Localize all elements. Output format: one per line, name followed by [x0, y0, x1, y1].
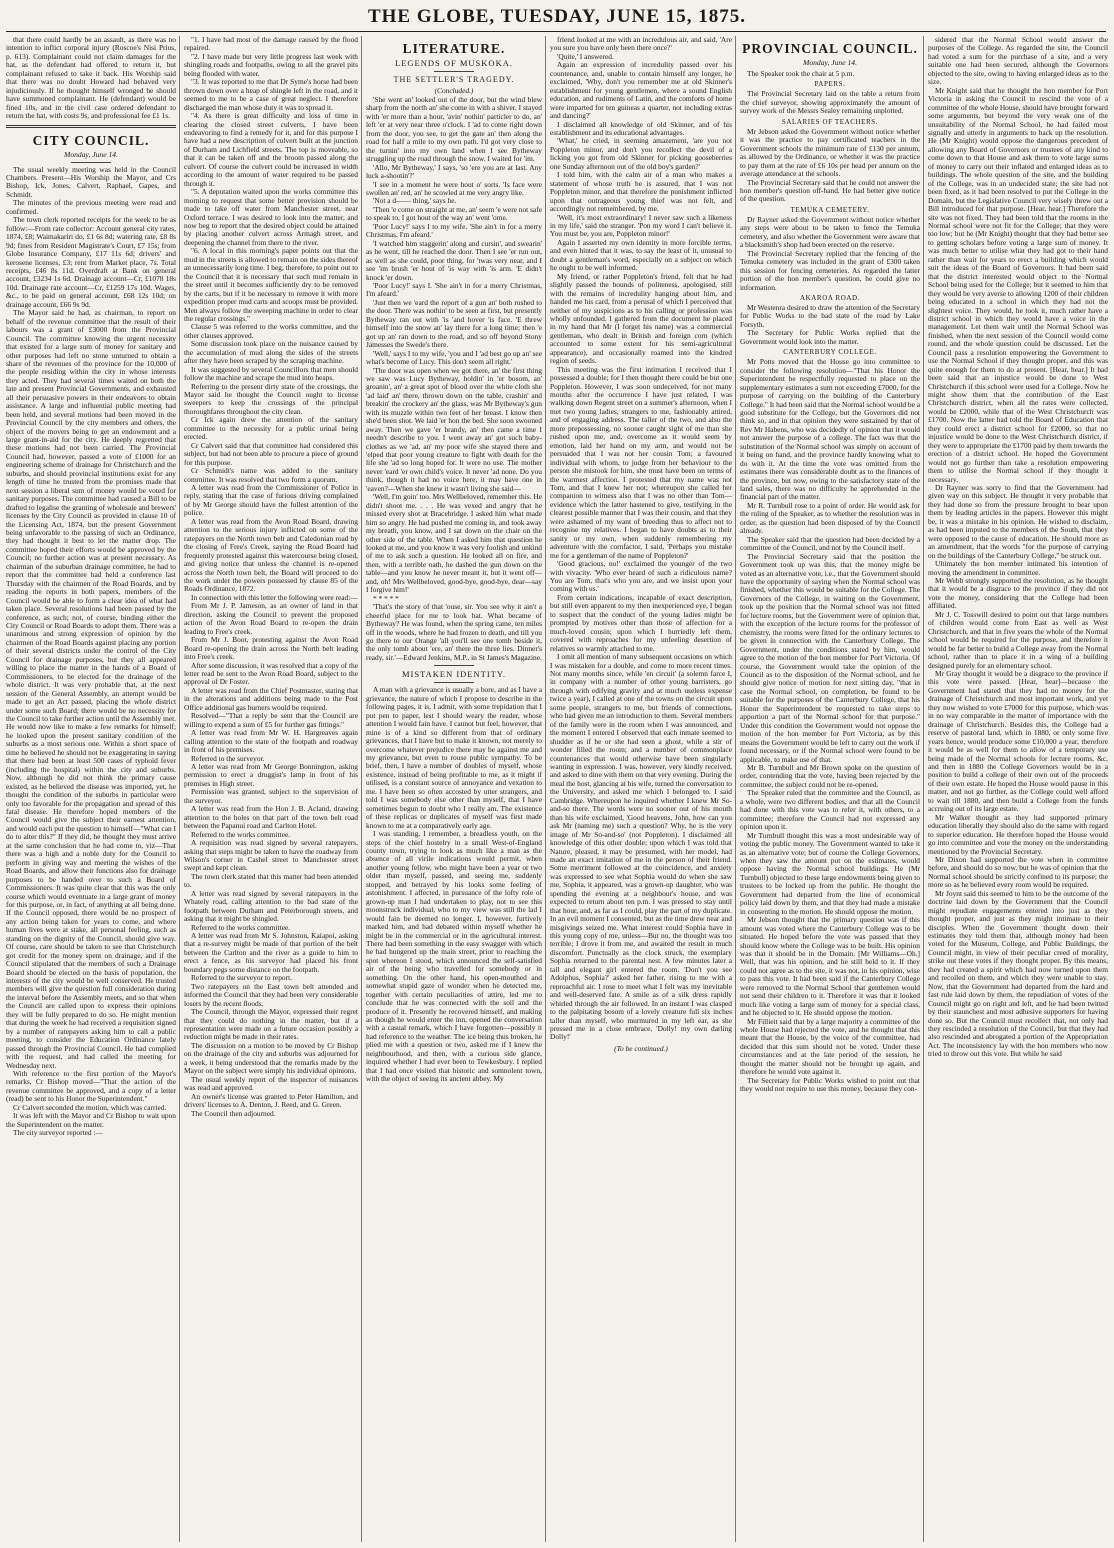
paragraph: "4. As there is great difficulty and loss of time in clearing the closed street culverts, I have been endeavoring to find a remedy for it, and for this purpose I have had a new description of culvert built at the junction of Durham and Lichfield streets. The top is moveable, so that it can be taken off and the broom passed along the culvert. Of course the culvert could be increased in width according to the amount of water required to be passed through it. [184, 111, 358, 188]
paragraph: From Mr J. Boot, protesting against the Avon Road Board re-opening the drain across the North belt leading into Free's creek. [184, 635, 358, 662]
paragraph: Dr Rayner asked the Government without notice whether any steps were about to be taken to fence the Temuka cemetery, and also whether the Government were aware that a blacksmith's shop had been erected on the reserve. [740, 214, 920, 250]
paragraph: It was left with the Mayor and Cr Bishop to wait upon the Superintendent on the matter. [6, 1111, 176, 1129]
paragraph: 'Just then we 'eard the report of a gun an' both rushed to the door. There was nothin' to be seen at first, but presently Bytheway ran out with 'is 'and hover 'is face. 'E threw himself into the snow an' lay there for a long time; then 'e got up an' ran down to the road, and so off beyond Stony Jamesses the Swede's there. [366, 297, 542, 350]
article-paragraphs [740, 90, 920, 115]
paragraph: The Council then adjourned. [191, 1108, 276, 1118]
paragraph: Mr B. Turnbull and Mr Brown spoke on the question of order, contending that the vote, having been rejected by the committee, the subject could not be re-opened. [740, 762, 920, 789]
paragraph: The Provincial Secretary said that he could not answer the hon member's question off-hand. He had better give notice of the question. [740, 177, 920, 204]
column-4 [550, 36, 732, 1546]
paragraph: With reference to the first portion of the Mayor's remarks, Cr Bishop moved—"That the action of the revenue committee be approved, and a copy of a letter (read) be sent to his Honor the Superintendent." [6, 1069, 176, 1104]
paragraph: Mr Gray thought it would be a disgrace to the province if this vote were passed. [Hear, hear]—because the Government had stated that they had no money for the drainage of Christchurch and most important work, and yet they now wished to vote £7000 for this purpose, which was in no way comparable in the matter of importance with the drainage of Christchurch. Besides this, the College had a reserve of pastoral land, which in 1880, or only some five years hence, would produce some £10,000 a year, therefore it would be as well for them to allow of a temporary use being made of the Normal schools for lecture rooms, &c, and then in 1880 the College Governors would be in a position to build a college of their own out of the proceeds of their own estate. He hoped the House would pause in this matter, and not go further, as the College could well afford to wait till 1880, and then build a College from the funds accruing out of its large estate. [928, 668, 1108, 814]
paragraph: Two ratepayers on the East town belt attended and informed the Council that they had been very considerable losers by the recent floods. [184, 981, 358, 1008]
article-paragraphs [740, 358, 920, 1093]
separator [71, 162, 111, 163]
paragraph: "6. A local in this morning's paper points out that the mud in the streets is allowed to remain on the sides thereof an unnecessarily long time. I beg, therefore, to point out to the Council that it is necessary that such mud remain in the street until it becomes sufficiently dry to be removed by the carts, but if it be necessary to remove it with more expedition proper mud carts and scoops must be provided. Men always follow the sweeping machine in order to clear the regular crossings." [184, 246, 358, 323]
paragraph: * * * * * [373, 593, 399, 603]
paragraph: Referred to the surveyor to report. [191, 973, 292, 983]
paragraph: Resolved—"That a reply be sent that the Council are willing to expend a sum of £5 for further gas fittings." [184, 711, 358, 729]
paragraph: 'I see in a moment he were hout o' sorts. 'Is face were swollen an' red, an' he scowled at me very angry like. [366, 179, 542, 197]
paragraph: The Provincial Secretary laid on the table a return from the chief surveyor, showing approximately the amount of survey work of the Messrs Sealey remaining unplotted. [740, 89, 920, 116]
paragraph: A letter was read from the Commissioner of Police in reply, stating that the case of furious driving complained of by Mr George should have the fullest attention of the police. [184, 483, 358, 518]
paragraph: Mr J. C. Tosswill desired to point out that large numbers of children would come from East as well as West Christchurch, and that in five years the whole of the Normal school would be required for the purpose, and therefore it would be far better to build a College away from the Normal school, rather than to place it in a wing of a building designed purely for an elementary school. [928, 609, 1108, 670]
paragraph: Referred to the works committee. [191, 922, 291, 932]
column-divider [735, 36, 736, 1542]
subhead-papers: PAPERS. [814, 80, 846, 89]
paragraph: 'Good gracious, no!' exclaimed the younger of the two with vivacity. 'Who ever heard of such a ridiculous name? You are Tom, that's who you are, and we insist upon your coming with us.' [550, 559, 732, 594]
paragraph: Mr Jebson thought that the primary question was if this amount was voted where the Canterbury College was to be situated. He hoped before the vote was passed that they should know where the College was to be built. His opinion was that it should be in the Domain. [Mr Williams—Oh.] Well, that was his opinion, and he still held to it. If they could not agree as to the site, it was not, in his opinion, wise to pass this vote. It had been said if the Canterbury College were removed to the Normal School that gentlemen would not send their children to it. Therefore it was that it looked much like voting a large sum of money for a special class, and he objected to it. He should oppose the motion. [740, 915, 920, 1018]
paragraph: The Speaker ruled that the committee and the Council, as a whole, were two different bodies, and that all the Council had done with this vote was to refer it, with others, to a committee; therefore the Council had not expressed any opinion upon it. [740, 788, 920, 832]
paragraph: Mr Dixon had supported the vote when in committee before, and should do so now, but he was of opinion that the Normal school should be strictly confined to its purpose; the more so as he believed every room would be required. [928, 854, 1108, 890]
paragraph: The town clerk stated that this matter had been attended to. [184, 871, 358, 890]
article-paragraphs [740, 128, 920, 204]
separator [434, 682, 474, 683]
paragraph: Mr Westenra desired to draw the attention of the Secretary for Public Works to the bad state of the road by Lake Forsyth. [740, 302, 920, 329]
paragraph: The usual weekly report of the inspector of nuisances was read and approved. [184, 1074, 358, 1093]
concluded-note: (Concluded.) [434, 86, 474, 95]
paragraph: The Provincial Secretary replied that the fencing of the Temuka cemetery was included in the grant of £300 taken this session for fencing cemeteries. As regarded the latter portion of the hon member's question, he could give no information. [740, 248, 920, 292]
mistaken-identity-article [366, 686, 542, 1083]
paragraph: 'Not a d—— thing,' says he. [373, 196, 457, 206]
article-paragraphs [740, 216, 920, 292]
paragraph: 'Then 'e come on straight at me, an' seem 'e were not safe to speak to, I got hout of the way an' went 'ome. [366, 204, 542, 223]
paragraph: Referring to the present dirty state of the crossings, the Mayor said he thought the Council ought to license sweepers to keep the crossings of the principal thoroughfares throughout the city clean. [184, 381, 358, 416]
column-divider [923, 36, 924, 1542]
provincial-council-heading: PROVINCIAL COUNCIL. [742, 41, 918, 56]
column-1 [6, 36, 176, 1546]
paragraph: Cr Calvert said that that committee had considered this subject, but had not been able to procure a piece of ground for this purpose. [184, 440, 358, 467]
paragraph: 'That's the story of that 'ouse, sir. You see why it ain't a cheerful place for me to look hat. What became of Bytheway? He was found, when the spring came, ten miles off in the woods, where he had frozen to death, and till you go there to our Orange 'all you'll see one tomb beside it, the only tomb about 'ere, an' there the three lies. Dinner's ready, sir.'—Edward Jenkins, M.P., in St James's Magazine. [366, 602, 542, 662]
paragraph: 'Allo, Mr Bytheway,' I says, 'so 'ere you are at last. Any luck a-shootin'?' [366, 162, 542, 181]
column-6 [928, 36, 1108, 1546]
separator [434, 71, 474, 72]
paragraph: Mr Walker thought as they had supported primary education liberally they should also do the same with regard to superior education. He therefore hoped the House would go into committee and vote the money on the understanding mentioned by the Provincial Secretary. [928, 812, 1108, 856]
paragraph: Cr Schmidt's name was added to the sanitary committee. It was resolved that two form a quorum. [184, 466, 358, 484]
paragraph: A letter was read from the Hon J. B. Acland, drawing attention to the holes on that part of the town belt road between the Papanui road and Carlton Hotel. [184, 804, 358, 831]
paragraph: A letter was read from Mr W. H. Hargreaves again calling attention to the state of the footpath and roadway in front of his premises. [184, 728, 358, 755]
paragraph: "1. I have had most of the damage caused by the flood repaired. [184, 36, 358, 53]
paragraph: Cr Calvert seconded the motion, which was carried. [13, 1102, 167, 1112]
paragraph: Mr Potts moved that the House go into committee to consider the following resolution—"That his Honor the Superintendent be respectfully requested to place on the supplementary estimates a sum not exceeding £7000, for the purpose of carrying on the building of the Canterbury College." It had been said that the Normal school would be a good substitute for the College, but the Governors did not think so, and in that opinion they were sustained by that of Rev Mr Habens, who was decidedly of opinion that it would not answer the purpose of a college. The fact was that the substitution of the Normal school was simply on account of it being on hand, and the province hardly knowing what to do with it. At the time the vote was omitted from the estimates there was considerable doubt as to the finances of the province, but now, owing to the satisfactory state of the land sales, there was no difficulty he apprehended in the financial part of the matter. [740, 357, 920, 502]
paragraph: Again an expression of incredulity passed over his countenance, and, unable to contain himself any longer, he exclaimed, 'Why, don't you remember me at old Skinner's establishment for young gentlemen, where a sound English education, and rudiments of Latin, and the comforts of home were imparted for ten guineas a quarter, not including extras and dancing?' [550, 60, 732, 121]
paragraph: The usual weekly meeting was held in the Council Chambers. Present—His Worship the Mayor, and Crs Bishop, Ick, Jones, Calvert, Raphael, Gapes, and Schmidt. [6, 164, 176, 199]
paragraph: The city surveyor reported :— [13, 1128, 103, 1138]
paragraph: friend looked at me with an incredulous air, and said, 'Are you sure you have only been there once?' [550, 36, 732, 53]
paragraph: "2. I have made but very little progress last week with shingling roads and footpaths, owing to all the gravel pits being flooded with water. [184, 51, 358, 78]
paragraph: An owner's license was granted to Peter Hamilton, and drivers' licenses to A. Denton, J. Reed, and G. Green. [184, 1091, 358, 1110]
paragraph: "5. A deputation waited upon the works committee this morning to request that some better provision should be made to take off water from Manchester street, near Oxford terrace. I was desired to look into the matter, and now beg to report that the desired object could be attained by placing another culvert across Armagh street, and deepening the channel from there to the river. [184, 187, 358, 247]
paragraph: After some discussion, it was resolved that a copy of the letter read be sent to the Avon Road Board, subject to the approval of Dr Foster. [184, 660, 358, 687]
paragraph: I disclaimed all knowledge of old Skinner, and of his establishment and its educational advantages. [550, 119, 732, 137]
subhead-akaroa: AKAROA ROAD. [799, 293, 861, 302]
column-3 [366, 36, 542, 1546]
paragraph: Referred to the surveyor. [191, 753, 265, 763]
court-report-tail [6, 36, 176, 121]
paragraph: 'Poor Lucy!' says I. 'She ain't in for a merry Christmas, I'm afeard.' [366, 280, 542, 299]
to-be-continued: (To be continued.) [614, 1043, 668, 1053]
paragraph: A letter was read signed by several ratepayers in the Whately road, calling attention to the bad state of the footpath between Durham and Peterborough streets, and asking that it might be shingled. [184, 888, 358, 924]
paragraph: Mr Turnbull thought this was a most undesirable way of voting the public money. The Government wanted to take it as an alternative vote; but of course the College Governors, when they saw the amount put on the estimates, would oppose having the Normal school buildings. He (Mr Turnbull) objected to these large endowments being given to trustees to be locked up from the public. He thought the Government had departed from the line of economical policy laid down by them, and that they had made a mistake in consenting to the motion. He should oppose the motion. [740, 830, 920, 916]
city-council-date: Monday, June 14. [64, 149, 118, 159]
paragraph: The Provincial Secretary said that the position the Government took up was this, that the money might be voted as an alternative vote, i.e., that the Government should have the opportunity of saying when the Normal school was finished, whether this would be suitable for the College. The Governors of the College, in waiting on the Government, took up the position that the Normal school was not fitted for lecture rooms, but the Government were of opinion that, with the exception of the lecture rooms for the professor of chemistry, the rooms were fitted for the ordinary lectures to be given in connection with the Canterbury College. The Government, under the conditions stated by him, would agree to the motion of the hon member for Port Victoria. Of course, the Government would take the opinion of the Council as to the disposition of the Normal school, and he should give notice of motion for next sitting day, "that in case the Normal school, on completion, be found to be suitable for the purposes of the Canterbury College, that his Honor the Superintendent be requested to take steps to apportion a part of the Normal school for that purpose." Under this condition the Government would not oppose the motion of the hon member for Port Victoria, as by this means the Government would be left to carry out the work if found necessary, or if the Normal school were found to be applicable, to make use of that. [740, 551, 920, 764]
paragraph: Mr Jebson asked the Government without notice whether it was the practice to pay certificated teachers in the Government schools the minimum rate of £130 per annum, as allowed by the Ordinance, or whether it was the practice to pay them at the rate of £6 10s per head per annum on the average attendance at the schools. [740, 126, 920, 179]
paragraph: Again I asserted my own identity in more forcible terms, and even hinted that it was, to say the least of it, unusual to doubt a gentleman's word, especially on a subject on which he ought to be well informed. [550, 237, 732, 273]
paragraph: Mr Knight said that he thought the hon member for Port Victoria in asking the Council to rescind the vote of a committee of the whole House, should have brought forward some arguments, but beyond the very weak one of the unsuitability of the Normal School, he had failed most signally and utterly in arguments to back up the resolution. He (Mr Knight) would oppose the dangerous precedent of allowing any Board of Governors or trustees of any kind to come down to that House and ask them to vote large sums of money to carry out their inflated and enlarged ideas as to buildings. The whole question of the site, and the building of the College, was in an undecided state; the site had not been fixed, as it had been resolved to put the College in the Domain, but the Legislative Council very wisely threw out a Bill introduced for that purpose. [Hear, hear.] Therefore the site was not fixed. They had been told that the rooms in the Normal school were not fit for the College; that they were too low; but he (Mr Knight) thought that they had better see to getting scholars before voting a large sum of money. It was much better to utilise what they had got to their hand rather than wait for years to erect a building which would suit the ideas of the Board of Governors. It had been said that the district interested would object to the Normal School being used for the College; but it seemed to him that they would be very averse to allowing 1200 of their children being educated in a school in which they had not the slightest voice. They would, he took it, much rather have a district school in which they would have a voice in the management. Let them wait until the Normal School was finished, when the next session of the Council would come round, and the whole question could be discussed. Let the Council pass a resolution empowering the Government to use the Normal School if they thought proper, and this was quite enough for them to do at present. [Hear, hear.] It had been said that an injustice would be done to West Christchurch if this school were used for a College. Now he might show them that the contribution of the East Christchurch district, when all the rates were collected, would be £2000, while that of the West Christchurch was £1700. Now the latter had told the Board of Education that they could erect a district school for £2000, so that no injustice would be done to the West Christchurch district, if they were to appropriate the £1700 paid by them towards the erection of a district school. He hoped the Government would not go further than take a resolution empowering them to utilise the Normal school if they thought it necessary. [928, 85, 1108, 484]
column-divider [545, 36, 546, 1542]
paragraph: The discussion on a motion to be moved by Cr Bishop on the drainage of the city and suburbs was adjourned for a week, it being understood that the remarks made by the Mayor on the subject were simply his individual opinions. [184, 1040, 358, 1076]
paragraph: "3. It was reported to me that Dr Syme's horse had been thrown down over a heap of shingle left in the road, and it seemed to me to be a case of great neglect. I therefore discharged the man whose duty it was to spread it. [184, 77, 358, 112]
paragraph: Mr R. Turnbull rose to a point of order. He would ask for the ruling of the Speaker, as to whether the resolution was in order, as the question had been disposed of by the Council already. [740, 500, 920, 536]
paragraph: From certain indications, incapable of exact description, but still even apparent to my then inexperienced eye, I began to suspect that the conduct of the young ladies might be prompted by motives other than those of affection for a much-loved cousin; upon which I hurriedly left them, covered with reproaches for my unfeeling desertion of relatives so warmly attached to me. [550, 592, 732, 653]
paragraph: Mr Webb strongly supported the resolution, as he thought that it would be a disgrace to the province if they did not vote the money, considering that the College had been affiliated. [928, 576, 1108, 611]
section-rule [6, 125, 176, 128]
article-paragraphs [740, 70, 920, 78]
paragraph: This meeting was the first intimation I received that I possessed a double; for I then thought there could be but one Poppleton. However, I was soon undeceived, for not many months after the occurrence I have just related, I was walking down Regent street on a summer's afternoon, when I met two young ladies, strangers to me, fashionably attired, and of engaging address. The taller of the two, and also the more prepossessing, no sooner caught sight of me than she rushed upon me, and, overcome as it would seem by emotion, laid her hand on my arm, and would not be persuaded that I was not her cousin Tom; a favoured individual with whom, to judge from her behaviour to the person she mistook for him, she must have been on terms of the warmest affection. I protested that my name was not Tom, and that I knew her not; whereupon she called her companion to witness also that I was no other than Tom—evidence which the latter hastened to give, testifying in the clearest possible manner that I was their cousin, and that they were ashamed of my want of breeding thus to affect not to recognise my relatives. I began to have doubts as to their sanity or my own, when suddenly remembering my adventure with the cornfactor, I said, 'Perhaps you mistake me for a gentleman of the name of Poppleton?' [550, 364, 732, 560]
paragraph: A letter was read from Mr S. Johnston, Kaiapoi, asking that a re-survey might be made of that portion of the belt between the Carlton and the river as a guide to him to erect a fence, as his surveyor had placed his front boundary pegs some distance on the footpath. [184, 931, 358, 974]
paragraph: In connection with this letter the following were read:— [191, 592, 358, 602]
provincial-council-date: Monday, June 14. [803, 58, 857, 67]
paragraph: The Mayor said he had, as chairman, to report on behalf of the revenue committee that the result of their labours was a grant of £3000 from the Provincial Council. The committee knowing the urgent necessity that existed for a large sum of money for sanitary and other purposes had left no stone unturned to obtain a share of the revenues of the province for the 10,000 of the people residing within the city in whose interests they acted. They had several times waited on both the late and present Provincial Governments, and exhausted all their persuasive powers in their endeavors to obtain assistance. A large and influential public meeting had been held, and several motions had been moved in the Provincial Council by the city members and others, the object of the movers being to get an endowment and a large grant-in-aid for the city. He deeply regretted that these motions had not been carried. The Provincial Council had, however, passed a vote of £1000 for an engineering scheme of drainage for Christchurch and the suburbs, and should provincial institutions exist for any length of time he trusted from the promises made that next session a liberal sum of money would be voted for sanitary purposes. The committee had caused a Bill to be drafted to legalise the granting of wholesale and brewers' licenses by the City Council as provided in clause 10 of the Licensing Act, 1874, but the present Government being unfavorable to the passing of such an Ordinance, they had thought it best to let the matter drop. The committee hoped their efforts would be approved by the Council; no further action was at present necessary. As chairman of the suburban drainage committee, he had to report that the committee had held a conference last Thursday with the chairmen of the Road Boards, and by reading the reports in both papers, members of the Council would be able to form a clear idea of what had taken place. Several resolutions had been passed by the conference, as such; not, of course, binding either the City Council or Road Boards to adopt them. There was a unanimous and strong expression of opinion by the chairmen of the Road Boards against placing any portion of their several districts under the control of the City Council for drainage purposes, but they all appeared willing to place the matter in the hands of a Board of Commissioners, to be elected for the drainage of the whole district. It was very probable that, at the next session of the General Assembly, an attempt would be made to get an Act passed, placing the whole district under some such Board; there would be no necessity for the Council to take further action until the Assembly met. He would now like to make a few remarks for himself; he looked upon the present sanitary condition of the suburbs as a most serious one. Within a short space of time he believed he should not be exaggerating in saying that there had been at least 500 cases of typhoid fever (including the hospital) within the city and suburbs. Now, although he did not think the primary cause existed, as he believed the disease was imported, yet, he thought the condition of the suburbs in particular were only too favorable for the propagation and spread of this fatal disease. He therefore hoped members of the Council would give the subject their earnest attention, and would each put the question to himself—"What can I do to alter this?" If they did, he thought they must arrive at the same conclusion that he had come to, viz—That there was a high and a noble duty for the Council to perform in giving way and meeting the wishes of the Road Boards, and allow their functions also for drainage purposes to be handed over to such a Board of Commissioners. It was quite clear that this was the only course which would eventuate in a large grant of money for this purpose, or, in fact, of anything at all being done. If the Council opposed, there would be no prospect of any action being taken for years to come, and where human lives were at stake, all personal feeling, such as standing on the dignity of the Council, should give way. Of course, care should be taken to see that Christchurch got credit for the money spent on drainage, and if the Council stipulated that the members of such a Drainage Board should be elected on the basis of population, the interests of the city would be well conserved. He trusted members will give the question full consideration during the interval before the Assembly meets, and so that when the Council are called upon to express their opinions they will be fully prepared to do so. He might mention that during the week he had received a requisition signed by a number of ratepayers asking him to call a public meeting, to consider the Education Ordinance lately passed through the Provincial Council. He had complied with the request, and had called the meeting for Wednesday next. [6, 308, 176, 1070]
paragraph: 'She went an' looked out of the door, but the wind blew sharp from the north an' she come in with a shiver. I stayed with 'er more than a hour, 'avin' nothin' particler to do, an' left 'er at very near three o'clock. I 'ad to come right down from the door, you see, to get the gate an' then along the road for half a mile to my own path. I'd got very close to the turnin' into my own land when I see Bytheway struggling up the road through the snow. I waited for 'im. [366, 95, 542, 164]
separator [434, 665, 474, 666]
paragraph: I was standing, I remember, a breadless youth, on the steps of the chief hostelry in a small West-of-England county town, trying to look as much like a man as the absence of all virile indications would permit, when another young fellow, who might have been a year or two older than myself, passed, and seeing me, suddenly stopped, and betrayed by his looks some feeling of astonishment. I affected, in pursuance of the lofty role of grown-up man I had undertaken to play, not to see this moonstruck individual, who to my view was still the lad I would fain be deemed no longer. I, however, furtively marked him, and had debated within myself whether he might be in the commercial or in the agricultural interest. There had been something in the easy swagger with which he had hungered up the main street, prior to reaching the spot whereon I stood, which announced the self-satisfied air of the being who travelled for somebody or in something. On the other hand, his open-mouthed and somewhat stupid gaze of wonder when he detected me, together with certain peculiarities of attire, led me to conclude that he was connected with the soil and the produce of it. Presently he recovered himself, and making as though he would enter the inn, opened the conversation with a casual remark, which I have forgotten—possibly it had reference to the weather. The ice being thus broken, he plied me with a question or two, asked me if I knew the neighbourhood, and then, with a curious side glance, inquired whether I had ever been to Tewkesbury. I replied that I had once visited that historic and somnolent town, with the object of seeing its ancient abbey. My [366, 829, 542, 1084]
subhead-salaries: SALARIES OF TEACHERS. [781, 117, 879, 126]
paragraph: A letter was read from the Avon Road Board, drawing attention to the serious injury inflicted on some of the ratepayers on the North town belt and Caledonian road by the closing of Free's Creek, saying the Road Board had frequently protested against this watercourse being closed, and giving notice that unless the channel is re-opened across the North town belt, the Board will proceed to do the work under the powers possessed by clause 85 of the Roads Ordinance, 1872. [184, 516, 358, 594]
paragraph: Dr Rayner was sorry to find that the Government had given way on this subject. He thought it very probable that they had done so from the pressure brought to bear upon them by leading articles in the papers. However this might be, it was a mistake in his opinion. He wished to disclaim, as had been imputed to the members of the South, that they were opposed to the cause of education. He should more as an amendment, that the words "for the purpose of carrying on the buildings of the Canterbury College," be struck out. [928, 483, 1108, 560]
paragraph: I told him, with the calm air of a man who makes a statement of whose truth he is assured, that I was not Poppleton minor, and that therefore the punishment inflicted upon that outrageous young thief was not felt, and accordingly not remembered, by me. [550, 170, 732, 214]
paragraph: The Speaker took the chair at 5 p.m. [747, 69, 855, 78]
paragraph: Permission was granted, subject to the supervision of the surveyor. [184, 787, 358, 805]
paragraph: 'Quite,' I answered. [557, 51, 614, 61]
paragraph: 'Well, I'm goin' too. Mrs Wellbeloved, remember this. He didn't shoot me. . . . He was vexed and angry that he missed every shot at Bracebridge. I asked him what made him so angry. He had pushed me coming in, and took away my breath, you know, and I sat down on the chair on the other side of the table. When I asked him that question he looked at me, and you know it was very foolish and unkind of me to ask such a question. He looked all on fire, and then, with a terrible oath, he dashed the gun down on the table—and you know he never meant it, but it went off—and, oh! Mrs Wellbeloved, good-bye, good-bye, dear—say I forgive him!' [366, 492, 542, 595]
legends-heading: LEGENDS OF MUSKOKA. [395, 58, 513, 68]
paragraph: 'Poor Lucy!' says I to my wife. 'She ain't in for a merry Christmas, I'm afeard.' [366, 221, 542, 240]
story-title: THE SETTLER'S TRAGEDY. [393, 75, 515, 84]
paragraph: 'Well,' says I to my wife, 'you and I 'ad best go up an' see what's become of Lucy. This don't seem all right.' [366, 348, 542, 367]
column-divider [179, 36, 180, 1542]
paragraph: The town clerk reported receipts for the week to be as follow:—From rate collector: Account general city rates, 1874, £8; Waimakariri do, £1 6s 8d; watering rate, £8 8s 9d; fines from Resident Magistrate's Court, £7 15s; from Globe Insurance Company, £17 11s 6d; drivers' and kerosene licenses, £3; rent from Market place, 7s. Total receipts, £46 8s 11d. Overdraft at Bank on general account, £3234 1s 6d. Drainage account—Cr, £1078 18s 10d. Drainage rate account—Cr, £1259 17s 10d. Wages, &c., to be paid on general account, £68 12s 10d; on drainage account, £66 9s 9d. [6, 215, 176, 309]
mistaken-identity-heading: MISTAKEN IDENTITY. [401, 669, 507, 680]
paragraph: Referred to the works committee. [191, 829, 291, 839]
subhead-college: CANTERBURY COLLEGE. [783, 348, 877, 357]
paragraph: that there could hardly be an assault, as there was no intention to inflict corporal injury (Roscoe's Nisi Prius, p. 613). Complainant could not claim damages for the hat, as the defendant had offered to return it, but complainant refused to take it back. His Worship said that there was no doubt Howard had behaved very injudiciously. If he thought himself wronged he should have summoned complainant. He (defendant) would be fined 10s, and in the civil case ordered defendant to return the hat, with costs 9s, and professional fee £1 1s. [6, 36, 176, 121]
paragraph: The Secretary for Public Works wished to point out that they would not require to use this money, because they con- [740, 1075, 920, 1094]
city-council-article-continued [184, 36, 358, 1118]
paragraph: It was suggested by several Councillors that men should follow the machine and scrape the mud into heaps. [184, 364, 358, 383]
paragraph: 'The door was open when we got there, an' the first thing we saw was Lucy Bytheway, holdin' in 'er bosom, an' groanin', an' a great spot of blood over the white cloth she 'ad laid' an' there, thrown down on the table, crashin' and breakin' the crockery an' the glass, was Mr Bytheway's gun with its muzzle within two feet of her breast. I know then she'd been shot. We laid 'er hon the bed. She soon swooned away. Then we gave 'er brandy, an' then came a time I needn't describe to you. I went away an' got such baby-clothes as we 'ad, an' my poor wife she stayed there and 'elped that poor young creature to fight with death for the life she 'ad so long hoped for. It were no use. The mother never 'eard 'er own child's voice. It never 'ad none. Do you think, though it had no voice here, it may have one in 'eaven?—When she knew it wasn't living she said— [366, 365, 542, 493]
paragraph: Ultimately the hon member intimated his intention of moving the amendment in committee. [928, 559, 1108, 577]
paragraph: 'I watched him staggerin' along and cursin', and swearin' as he went, till he reached the door. Then I see 'er run out, as well as she could, poor thing, for 'twas very near, and I see 'im brush 'er hout of 'is way with 'is arm. 'E didn't knock 'er down. [366, 238, 542, 282]
paragraph: A requisition was read signed by several ratepayers, asking that steps might be taken to have the roadway from Wilson's corner in Cashel street to Manchester street swept and kept clean. [184, 838, 358, 873]
paragraph: Mr Joynt said this seemed to him to be the outcome of the doctrine laid down by the Government that the Council might repudiate engagements entered into just as they thought proper, and just as they might intimate to their disciples. When the Government thought down their estimates they told them that, although money had been voted for the Museum, College, and Public Buildings, the Council might, in view of their peculiar creed of morality, strike out these votes if they thought proper. By this means, they had created a spirit which had now turned upon them and recoiled on them, and which they were unable to stay. Now, that the Government had departed from the hard and fast rule laid down by them, the repudiation of votes of the Council might go on right and left, and he had been twitted by their staunchest and most adhesive supporters for having done so. But the Council must recollect that, not only had they rescinded a resolution of the Council, but that they had also rescinded and abrogated a portion of the Appropriation Act. The inconsistency lay with the hon members who now tried to throw out this vote. But while he said [928, 888, 1108, 1059]
paragraph: Mr Fillieit said that by a large majority a committee of the whole House had rejected the vote, and he thought that this meant that the House, by the voice of the committee, had decided that this sum should not be voted. Under these circumstances and at the late period of the session, he thought the matter should not be brought up again, and therefore he would vote against it. [740, 1016, 920, 1077]
paragraph: sidered that the Normal School would answer the purposes of the College. As regarded the site, the Council had voted a sum for the purchase of a site, and a very suitable one had been secured, although the Governors objected to the site, owing to having enlarged ideas as to the size. [928, 36, 1108, 87]
paragraph: My friend, or rather Poppleton's friend, felt that he had slightly passed the bounds of politeness, apologised, still with the remains of incredulity hanging about him, and handed me his card, from a perusal of which I perceived that neither of my suspicions as to his calling or profession was wholly unfounded. I gathered from the document he placed in my hand that Mr (I forget his name) was a commercial gentleman, who dealt in British and foreign corn (which accounted to some extent for his semi-agricultural appearance), and occasionally roamed into the kindred region of seeds. [550, 271, 732, 366]
paragraph: From Mr J. P. Jameson, as an owner of land in that direction, asking the Council to prevent the proposed action of the Avon Road Board to re-open the drain leading to Free's creek. [184, 601, 358, 636]
column-divider [361, 36, 362, 1542]
paragraph: 'Well, it's most extraordinary! I never saw such a likeness in my life,' said the stranger. 'Pon my word I can't believe it. You must be, you are, Poppleton minor!' [550, 212, 732, 239]
paragraph: The Secretary for Public Works replied that the Government would look into the matter. [740, 328, 920, 346]
paragraph: The Council, through the Mayor, expressed their regret that they could do nothing in the matter, but if a representation were made on a future occasion possibly a reduction might be made in their rates. [184, 1007, 358, 1042]
paragraph: Cr Ick again drew the attention of the sanitary committee to the necessity for a public urinal being erected. [184, 415, 358, 442]
literature-heading: LITERATURE. [402, 41, 506, 56]
city-council-article [6, 166, 176, 1138]
settlers-tragedy-article [366, 96, 542, 662]
paragraph: A man with a grievance is usually a bore, and as I have a grievance, the nature of which I propose to describe in the following pages, it is, I admit, with some trepidation that I put pen to paper, lest I should weary the reader, whose attention I would fain have. I cannot but feel, however, that mine is of a kind so different from that of ordinary grievances, that I have but to make it known, not merely to overcome whatever prejudice there may be against me and my grievance, but even to rouse public sympathy. To be brief, then, I have a number of doubles of myself, whose existence, instead of being profitable to me, as it might if utilised, is a constant source of annoyance and vexation to me. I have been so often accosted by utter strangers, and told I was somebody else other than myself, that I have sometimes begun to doubt who I really am. The existence of these replicas or duplicates of myself was first made known to me at a comparatively early age. [366, 685, 542, 830]
city-council-heading: CITY COUNCIL. [32, 132, 150, 148]
paragraph: Clause 5 was referred to the works committee, and the other clauses approved. [184, 322, 358, 340]
column-5 [740, 36, 920, 1546]
masthead: THE GLOBE, TUESDAY, JUNE 15, 1875. [367, 6, 747, 27]
column-2 [184, 36, 358, 1546]
paragraph: A letter was read from the Chief Postmaster, stating that in the alterations and additions being made to the Post Office additional gas burners would be required. [184, 685, 358, 712]
paragraph: I omit all mention of many subsequent occasions on which I was mistaken for a double, and come to more recent times. Not many months since, while 'en circuit' (a solemn farce I, in company with a number of other young barristers, go through with edifying gravity and at much useless expense twice a year), I called at one of the towns on the circuit upon some people, strangers to me, but friends of connections, who had given me an introduction to them. Several members of the family were in the room when I was announced, and the moment I entered I observed that each inmate seemed to shudder as if he or she had seen a ghost, while a stir of wonder filled the room; and a number of commonplace countenances that would otherwise have been singularly wanting in expression. I was, however, very kindly received, and asked to dine with them on that very evening. During the meal the host, glancing at his wife, turned the conversation to the University, and asked me which I belonged to. I said Cambridge. Whereupon he inquired whether I knew Mr So-and-so there. The words were no sooner out of his mouth than his wife exclaimed, 'Good heavens, John, how can you ask Mr (naming me) such a question? Why, he is the very image of Mr So-and-so' (not Poppleton). I disclaimed all knowledge of this other double; upon which I was told that Nature, pleased, it may be presumed, with her model, had made an exact imitation of me in the person of their friend. Some merriment followed at the coincidence, and anxiety was expressed to see what Sophia would do when she saw me, Sophia, it appeared, was a grown-up daughter, who was spending the evening at a neighbour's house, and was expected to return about ten p.m. I was pressed to stay until that hour, and, as far as I could, play the part of my duplicate. In an evil moment I consented, but as the time drew near and misgivings seized me. What interest could Sophia have in this young copy of me, unless—But no, the thought was too terrible; I drove it from me, and awaited the result in much discomfort. Punctually as the clock struck, the exemplary Sophia returned to the parental nest. A few minutes later a tall and elegant girl entered the room. 'Don't you see Adolphus, Sophia?' asked her father, rising to me with a reproachful air. I rose to meet what I felt was my inevitable and well-deserved fate. A smile as of a silk dress rapidly whirled through the air followed. In an instant I was clasped to the palpitating bosom of a lovely creature full six inches taller than myself, who murmured in my left ear, as she pressed me in a close embrace, 'Dolly! my own darling Dolly!' [550, 652, 732, 1042]
paragraph: Some discussion took place on the nuisance caused by the accumulation of mud along the sides of the streets after they have been scraped by the scraping machine. [184, 339, 358, 366]
article-paragraphs [740, 304, 920, 346]
paragraph: A letter was read from Mr George Bonnington, asking permission to erect a druggist's lamp in front of his premises in High street. [184, 761, 358, 788]
subhead-temuka: TEMUKA CEMETERY. [790, 205, 870, 214]
mistaken-identity-continued [550, 36, 732, 1042]
paragraph: The minutes of the previous meeting were read and confirmed. [6, 198, 176, 216]
paragraph: The Speaker said that the question had been decided by a committee of the Council, and not by the Council itself. [740, 534, 920, 553]
masthead-rule [6, 31, 1106, 32]
paragraph: 'What,' he cried, in seeming amazement, 'are you not Poppleton minor, and don't you recollect the devil of a licking you got from old Skinner for picking gooseberries one Sunday afternoon out of the old boy's garden?' [550, 136, 732, 171]
provincial-council-continued [928, 36, 1108, 1059]
